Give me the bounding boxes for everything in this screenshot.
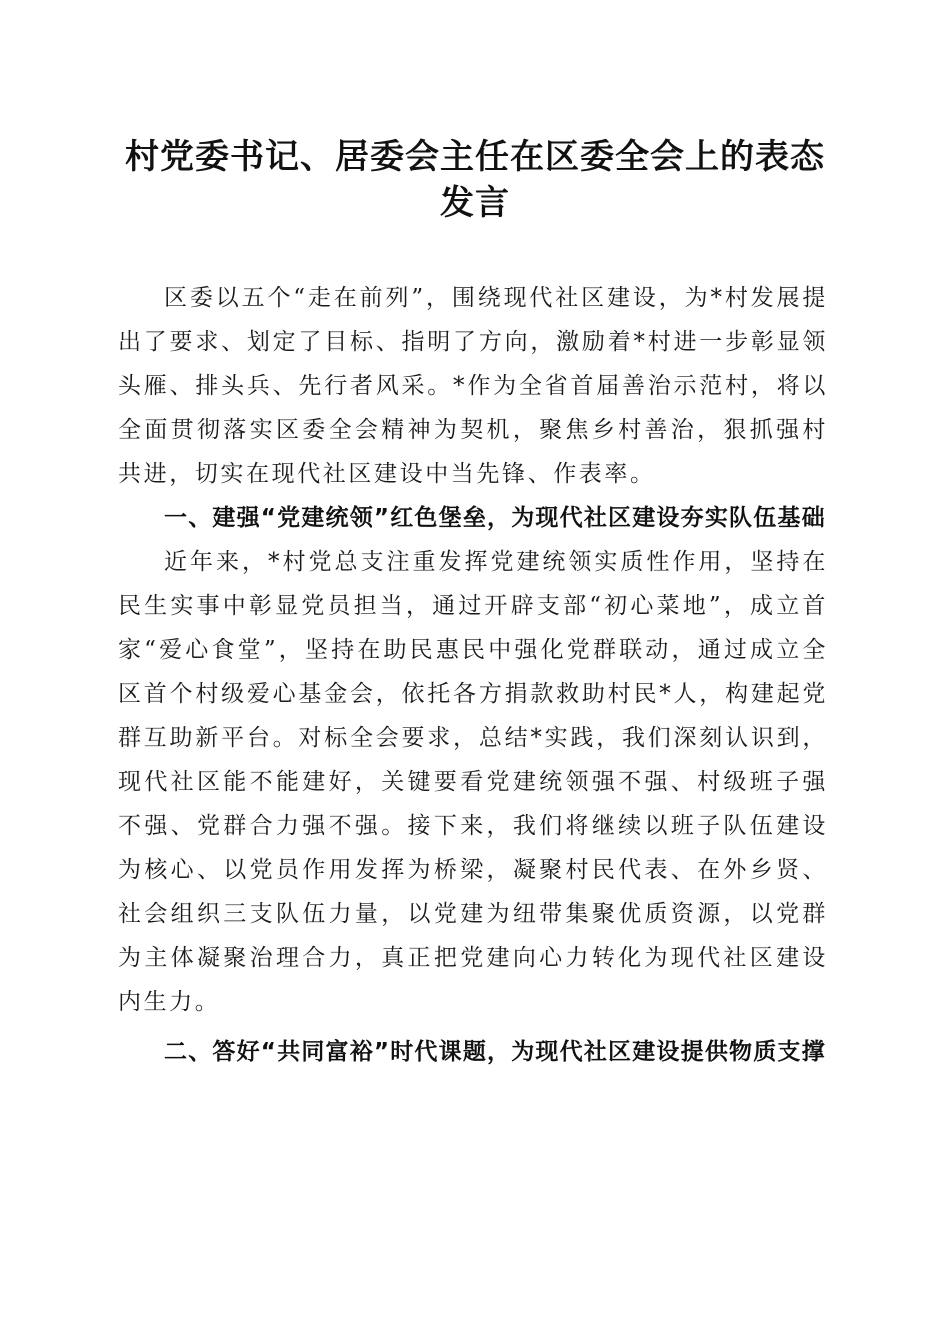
section-heading-2: 二、答好“共同富裕”时代课题，为现代社区建设提供物质支撑	[164, 1039, 826, 1065]
document-body	[118, 276, 828, 1074]
section-1-paragraph: 近年来，*村党总支注重发挥党建统领实质性作用，坚持在民生实事中彰显党员担当，通过开辟支部“初心菜地”，成立首家“爱心食堂”，坚持在助民惠民中强化党群联动，通过成立全区首个村级爱心基金会，依托各方捐款救助村民*人，构建起党群互助新平台。对标全会要求，总结*实践，我们深刻认识到，现代社区能不能建好，关键要看党建统领强不强、村级班子强不强、党群合力强不强。接下来，我们将继续以班子队伍建设为核心、以党员作用发挥为桥梁，凝聚村民代表、在外乡贤、社会组织三支队伍力量，以党建为纽带集聚优质资源，以党群为主体凝聚治理合力，真正把党建向心力转化为现代社区建设内生力。	[118, 549, 828, 1015]
section-heading-1: 一、建强“党建统领”红色堡垒，为现代社区建设夯实队伍基础	[164, 505, 826, 531]
intro-paragraph: 区委以五个“走在前列”，围绕现代社区建设，为*村发展提出了要求、划定了目标、指明了方向，激励着*村进一步彰显领头雁、排头兵、先行者风采。*作为全省首届善治示范村，将以全面贯彻落实区委全会精神为契机，聚焦乡村善治，狠抓强村共进，切实在现代社区建设中当先锋、作表率。	[118, 285, 828, 487]
document-title: 村党委书记、居委会主任在区委全会上的表态发言	[125, 137, 825, 223]
